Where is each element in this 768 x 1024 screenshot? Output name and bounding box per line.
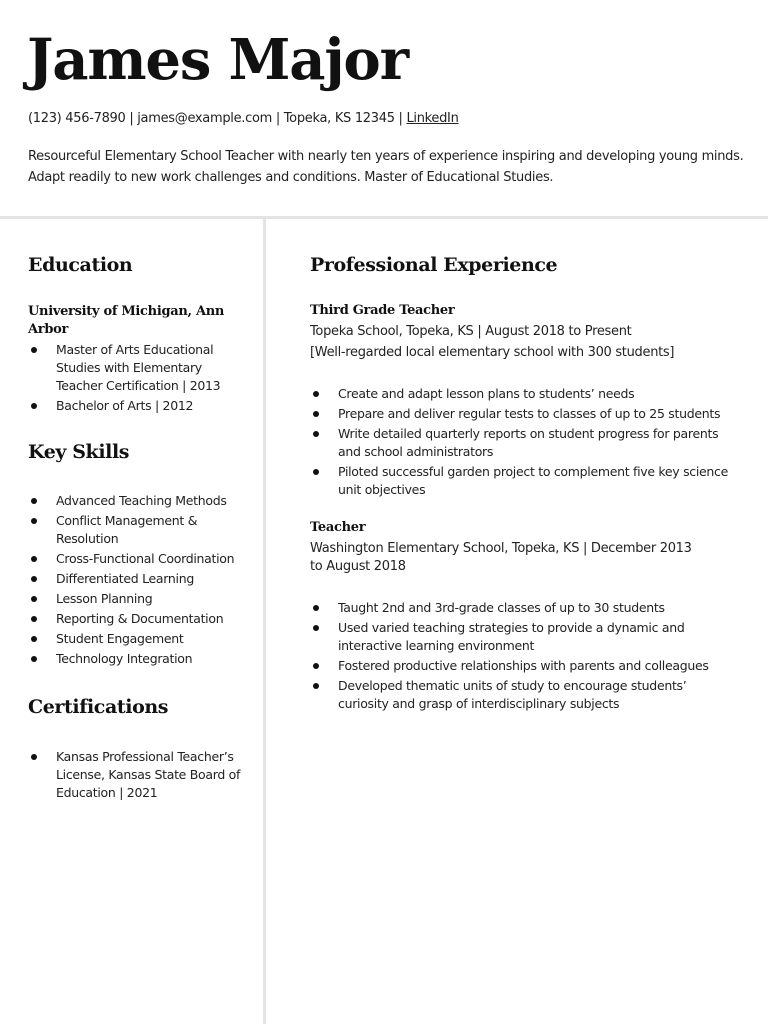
list-item: Write detailed quarterly reports on student progress for parents and school administrators [310,425,730,461]
bullet-icon [313,469,319,475]
bullet-icon [31,347,37,353]
list-item: Cross-Functional Coordination [28,550,250,568]
contact-location: Topeka, KS 12345 [283,111,395,126]
bullet-icon [31,403,37,409]
contact-separator: | [272,111,284,126]
section-title-skills: Key Skills [28,441,130,463]
list-item: Reporting & Documentation [28,610,250,628]
certifications-list [28,748,250,802]
list-item: Piloted successful garden project to complement five key science unit objectives [310,463,730,499]
degree-list [28,341,250,415]
list-item: Bachelor of Arts | 2012 [28,397,250,415]
job-bullets [310,385,730,499]
section-title-education: Education [28,254,133,276]
list-item: Conflict Management & Resolution [28,512,250,548]
professional-summary [28,146,748,188]
list-item: Master of Arts Educational Studies with Elementary Teacher Certification | 2013 [28,341,250,395]
bullet-icon [313,605,319,611]
contact-separator: | [125,111,138,126]
job-title: Teacher [310,520,366,535]
list-item: Advanced Teaching Methods [28,492,250,510]
list-item: Create and adapt lesson plans to students’ needs [310,385,730,403]
skills-section [28,440,250,668]
bullet-icon [31,656,37,662]
section-title-certifications: Certifications [28,696,169,718]
job-title: Third Grade Teacher [310,303,455,318]
job-entry [310,302,730,499]
job-entry [310,519,730,713]
bullet-icon [313,683,319,689]
summary-line: Resourceful Elementary School Teacher with nearly ten years of experience inspiring and developing young minds. [28,149,744,164]
contact-separator: | [394,111,407,126]
contact-phone: (123) 456-7890 [28,111,126,126]
job-meta: Washington Elementary School, Topeka, KS | December 2013 to August 2018 [310,541,692,574]
bullet-icon [31,556,37,562]
linkedin-link[interactable]: LinkedIn [406,111,459,126]
experience-section [310,253,730,713]
education-section [28,253,250,415]
list-item: Lesson Planning [28,590,250,608]
header-divider [0,216,768,219]
job-meta: Topeka School, Topeka, KS | August 2018 to Present [310,324,632,339]
bullet-icon [313,663,319,669]
resume-header [0,0,768,217]
list-item: Taught 2nd and 3rd-grade classes of up to 30 students [310,599,730,617]
contact-line [28,109,459,129]
bullet-icon [31,518,37,524]
list-item: Developed thematic units of study to encourage students’ curiosity and grasp of interdisciplinary subjects [310,677,730,713]
bullet-icon [31,498,37,504]
list-item: Used varied teaching strategies to provide a dynamic and interactive learning environment [310,619,730,655]
bullet-icon [31,616,37,622]
school-name: University of Michigan, Ann Arbor [28,304,225,337]
column-divider [263,219,266,1024]
list-item: Technology Integration [28,650,250,668]
list-item: Student Engagement [28,630,250,648]
summary-line: Adapt readily to new work challenges and conditions. Master of Educational Studies. [28,170,554,185]
list-item: Kansas Professional Teacher’s License, Kansas State Board of Education | 2021 [28,748,250,802]
job-bullets [310,599,730,713]
bullet-icon [31,754,37,760]
job-note: [Well-regarded local elementary school with 300 students] [310,345,675,360]
list-item: Differentiated Learning [28,570,250,588]
bullet-icon [313,625,319,631]
list-item: Prepare and deliver regular tests to classes of up to 25 students [310,405,730,423]
bullet-icon [31,576,37,582]
bullet-icon [313,411,319,417]
bullet-icon [31,636,37,642]
bullet-icon [31,596,37,602]
section-title-experience: Professional Experience [310,254,558,276]
certifications-section [28,695,250,802]
list-item: Fostered productive relationships with parents and colleagues [310,657,730,675]
skills-list [28,492,250,668]
bullet-icon [313,391,319,397]
contact-email: james@example.com [137,111,272,126]
candidate-name: James Major [27,27,408,93]
bullet-icon [313,431,319,437]
